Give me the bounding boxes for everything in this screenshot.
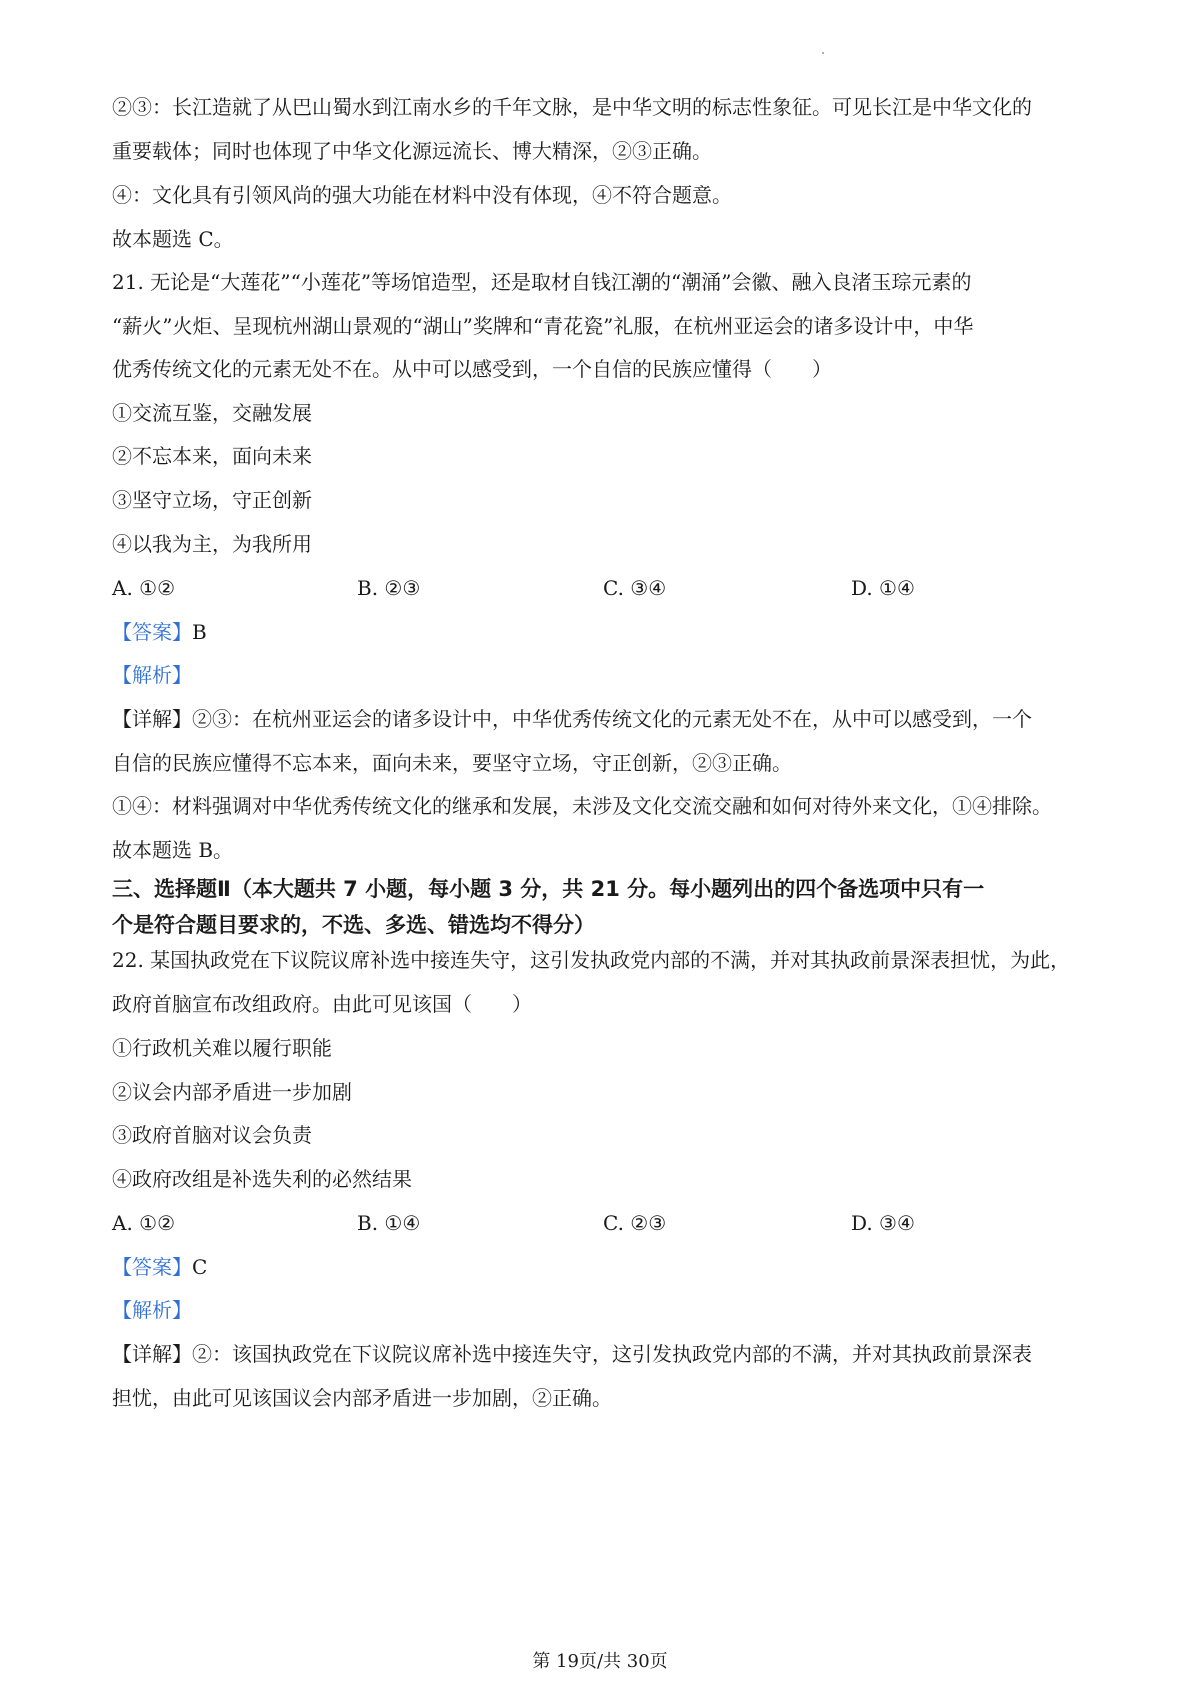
q21-stem: 21. 无论是“大莲花”“小莲花”等场馆造型，还是取材自钱江潮的“潮涌”会徽、融入良渚玉琮元素的 bbox=[112, 270, 972, 294]
q22-option-c: C. ②③ bbox=[603, 1211, 667, 1235]
q21-option-d: D. ①④ bbox=[851, 576, 915, 600]
answer-value: B bbox=[192, 620, 207, 644]
detail-text: ②：该国执政党在下议院议席补选中接连失守，这引发执政党内部的不满，并对其执政前景深表 bbox=[192, 1342, 1032, 1366]
q21-detail: ①④：材料强调对中华优秀传统文化的继承和发展，未涉及文化交流交融和如何对待外来文化，①④排除。 bbox=[112, 794, 1052, 818]
q21-item: ④以我为主，为我所用 bbox=[112, 532, 312, 556]
q22-item: ③政府首脑对议会负责 bbox=[112, 1123, 312, 1147]
q21-stem: 优秀传统文化的元素无处不在。从中可以感受到，一个自信的民族应懂得（ ） bbox=[112, 357, 832, 381]
q21-detail bbox=[112, 705, 1112, 733]
detail-text: ②③：在杭州亚运会的诸多设计中，中华优秀传统文化的元素无处不在，从中可以感受到，一个 bbox=[192, 707, 1032, 731]
q22-stem: 22. 某国执政党在下议院议席补选中接连失守，这引发执政党内部的不满，并对其执政前景深表担忧，为此， bbox=[112, 948, 1071, 972]
analysis-tag: 【解析】 bbox=[112, 663, 192, 687]
scan-dot bbox=[822, 52, 824, 54]
q22-item: ④政府改组是补选失利的必然结果 bbox=[112, 1167, 412, 1191]
prev-explanation-line: 重要载体；同时也体现了中华文化源远流长、博大精深，②③正确。 bbox=[112, 139, 712, 163]
q21-item: ②不忘本来，面向未来 bbox=[112, 444, 312, 468]
prev-explanation-line: ④：文化具有引领风尚的强大功能在材料中没有体现，④不符合题意。 bbox=[112, 183, 732, 207]
q22-detail: 担忧，由此可见该国议会内部矛盾进一步加剧，②正确。 bbox=[112, 1386, 612, 1410]
q21-analysis-tag bbox=[112, 661, 1112, 689]
q21-option-c: C. ③④ bbox=[603, 576, 667, 600]
q21-item: ③坚守立场，守正创新 bbox=[112, 488, 312, 512]
q22-item: ②议会内部矛盾进一步加剧 bbox=[112, 1080, 352, 1104]
q21-answer bbox=[112, 618, 1112, 646]
q22-stem: 政府首脑宣布改组政府。由此可见该国（ ） bbox=[112, 992, 532, 1016]
section-heading: 个是符合题目要求的，不选、多选、错选均不得分） bbox=[112, 913, 595, 937]
answer-tag: 【答案】 bbox=[112, 620, 192, 644]
detail-tag: 【详解】 bbox=[112, 707, 192, 731]
q22-option-a: A. ①② bbox=[112, 1211, 176, 1235]
answer-value: C bbox=[192, 1255, 208, 1279]
q21-option-a: A. ①② bbox=[112, 576, 176, 600]
q21-item: ①交流互鉴，交融发展 bbox=[112, 401, 312, 425]
q22-option-b: B. ①④ bbox=[357, 1211, 421, 1235]
section-heading: 三、选择题Ⅱ（本大题共 7 小题，每小题 3 分，共 21 分。每小题列出的四个备选项中只有一 bbox=[112, 877, 985, 901]
analysis-tag: 【解析】 bbox=[112, 1298, 192, 1322]
page-footer: 第 19页/共 30页 bbox=[532, 1651, 668, 1672]
answer-tag: 【答案】 bbox=[112, 1255, 192, 1279]
q22-item: ①行政机关难以履行职能 bbox=[112, 1036, 332, 1060]
q21-stem: “薪火”火炬、呈现杭州湖山景观的“湖山”奖牌和“青花瓷”礼服，在杭州亚运会的诸多设计中，中华 bbox=[112, 314, 974, 338]
q22-answer bbox=[112, 1253, 1112, 1281]
q21-conclusion: 故本题选 B。 bbox=[112, 838, 234, 862]
q22-analysis-tag bbox=[112, 1296, 1112, 1324]
q21-detail: 自信的民族应懂得不忘本来，面向未来，要坚守立场，守正创新，②③正确。 bbox=[112, 751, 792, 775]
detail-tag: 【详解】 bbox=[112, 1342, 192, 1366]
q21-option-b: B. ②③ bbox=[357, 576, 421, 600]
q22-detail bbox=[112, 1340, 1112, 1368]
prev-explanation-line: ②③：长江造就了从巴山蜀水到江南水乡的千年文脉，是中华文明的标志性象征。可见长江是中华文化的 bbox=[112, 95, 1032, 119]
prev-conclusion: 故本题选 C。 bbox=[112, 227, 234, 251]
q22-option-d: D. ③④ bbox=[851, 1211, 915, 1235]
